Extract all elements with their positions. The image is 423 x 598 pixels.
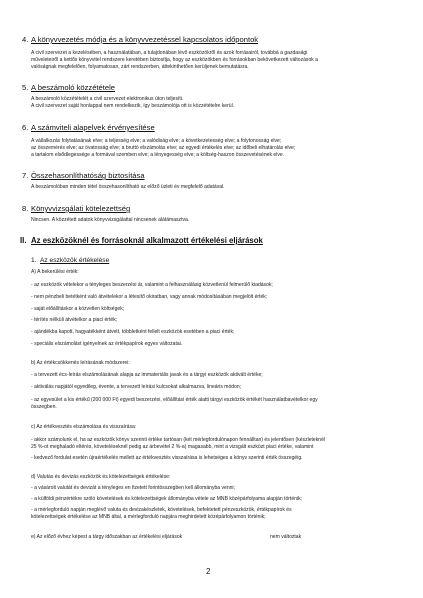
part-2-title: Az eszközöknél és forrásoknál alkalmazott értékelési eljárások [31,236,263,245]
section-4-number: 4. [22,35,29,44]
block-a-item-3: - saját előállításkor a közvetlen költségek; [31,306,125,312]
section-6-title: A számviteli alapelvek érvényesítése [31,123,155,132]
block-b-item-2: - aktiválás napjától egyedileg, évente, a tervezett leírási kulcsokat alkalmazva, lineáris módon; [31,384,242,390]
block-d-item-2: - a külföldi pénzértékre szóló követelések és kötelezettségek állományba vétele az MNB középárfolyama alapján történik; [31,496,302,502]
section-4-line-2: műveleteiről a kettős könyvvitel rendszere keretében biztosítja, hogy az eszközökben és forrásokban bekövetkezett változások a [31,57,318,63]
page-number: 2 [206,567,211,576]
block-c-item-1-cont: 25 %-ot meghaladó eltérés, követeléseknél pedig az árbevétel 2 %-a) magasabb, mint a vizsgált eszközt piaci értéke, valamint [31,444,314,450]
section-6-number: 6. [22,123,29,132]
section-5-line-1: A beszámoló közzétételét a civil szervezet elektronikus úton teljesíti. [31,96,184,102]
subsection-1-title: Az eszközök értékelése [40,257,110,264]
section-4-line-1: A civil szervezet a kezelésében, a használatában, a tulajdonában lévő eszközökről és azok forrásairól, továbbá a gazdasági [31,50,308,56]
block-d-heading: d) Valutás és devizás eszközök és kötelezettségek értékelése: [31,474,171,480]
section-8-title: Könyvvizsgálati kötelezettség [31,204,131,213]
section-4-line-3: valóságnak megfelelően, folyamatosan, zárt rendszerben, áttekinthetően kerüljenek bemutatásra. [31,64,249,70]
block-b-item-3-cont: összegben. [31,404,57,410]
block-e-value: nem változtak [270,534,302,540]
block-a-item-5: - ajándékba kapott, hagyatékként átvett, többletként fellelt eszközök esetében a piaci érték; [31,329,235,335]
block-a-item-4: - térítés nélküli átvételkor a piaci érték; [31,317,118,323]
block-d-item-3-cont: kötelezettségek értékelése az MNB által, a mérlegforduló napjára meghirdetett középárfolyamon történik; [31,514,266,520]
block-b-heading: b) Az értékcsökkenés leírásának módszerei: [31,360,130,366]
block-d-item-1: - a vásárolt valutát és devizát a tényleges en fizetett forintösszegben kell állományba venni; [31,485,235,491]
section-7-title: Összehasonlíthatóság biztosítása [31,171,145,180]
block-a-item-6: - speciális elszámolást igényelnek az értékpapírok egyes változatai. [31,341,183,347]
block-a-heading: A) A bekerülési érték: [31,269,79,275]
block-b-item-3: - az egyesület a kis értékű (200 000 Ft) egyedi beszerzési, előállítási érték alatti tárgyi eszközök értékét használatbavételkor egy [31,397,318,403]
block-d-item-3: - a mérlegforduló napján meglévő valuta és devizakészletek, követelések, befektetett pénzeszközök, értékpapírok és [31,507,292,513]
section-8-line-1: Nincsen. A közzétett adatok könyvvizsgálattal nincsenek alátámasztva. [31,217,190,223]
block-a-item-2: - nem pénzbeli betétként való átvételekor a létesítő okiratban, vagy annak módosításában megjelölt érték; [31,294,268,300]
subsection-1-number: 1. [31,257,37,264]
section-8-number: 8. [22,204,29,213]
block-c-item-1: - akkor számolunk el, ha az eszközök könyv szerinti értéke tartósan (két mérlegfordulónapon fennálltan) és jelentősen (készleteknél [31,437,325,443]
section-6-line-2: az összemérés elve; az óvatosság elve; a bruttó elszámolás elve; az egyedi értékelés elve; az időbeli elhatárolás elve; [31,145,296,151]
section-5-line-2: A civil szervezet saját honlappal nem rendelkezik, így beszámolója ott is közzétételre kerül. [31,103,235,109]
block-e-text: e) Az előző évhez képest a tárgy időszakban az értékelési eljárások [31,534,183,540]
section-5-title: A beszámoló közzététele [31,83,116,92]
section-6-line-3: a tartalom elsődlegessége a formával szemben elve; a lényegesség elve; a költség-haszon összevetésének elve. [31,152,285,158]
block-a-item-1: - az eszközök vételekor a tényleges beszerzési ár, valamint a felhasználásig közvetlenül felmerülő kiadások; [31,282,273,288]
section-6-line-1: A vállalkozás folytatásának elve; a teljesség elve; a valódiság elve; a következetesség elve; a folytonosság elve; [31,138,282,144]
section-4-title: A könyvvezetés módja és a könyvvezetéssel kapcsolatos időpontok [31,35,259,44]
block-c-item-2: - kedvező fordulat esetén újraértékelés mellett az értékvesztés visszaírása is lehetséges a könyv szerinti érték összegéig. [31,455,303,461]
section-5-number: 5. [22,83,29,92]
part-2-number: II. [20,236,27,245]
section-7-line-1: A beszámolóban minden tétel összehasonlítható az előző üzleti év megfelelő adatával. [31,184,225,190]
block-b-item-1: - a tervezett écs-leírás elszámolásának alapja az immateriális javak és a tárgyi eszközök aktivált értéke; [31,372,263,378]
section-7-number: 7. [22,171,29,180]
block-c-heading: c) Az értékvesztés elszámolása és visszaírása: [31,424,137,430]
